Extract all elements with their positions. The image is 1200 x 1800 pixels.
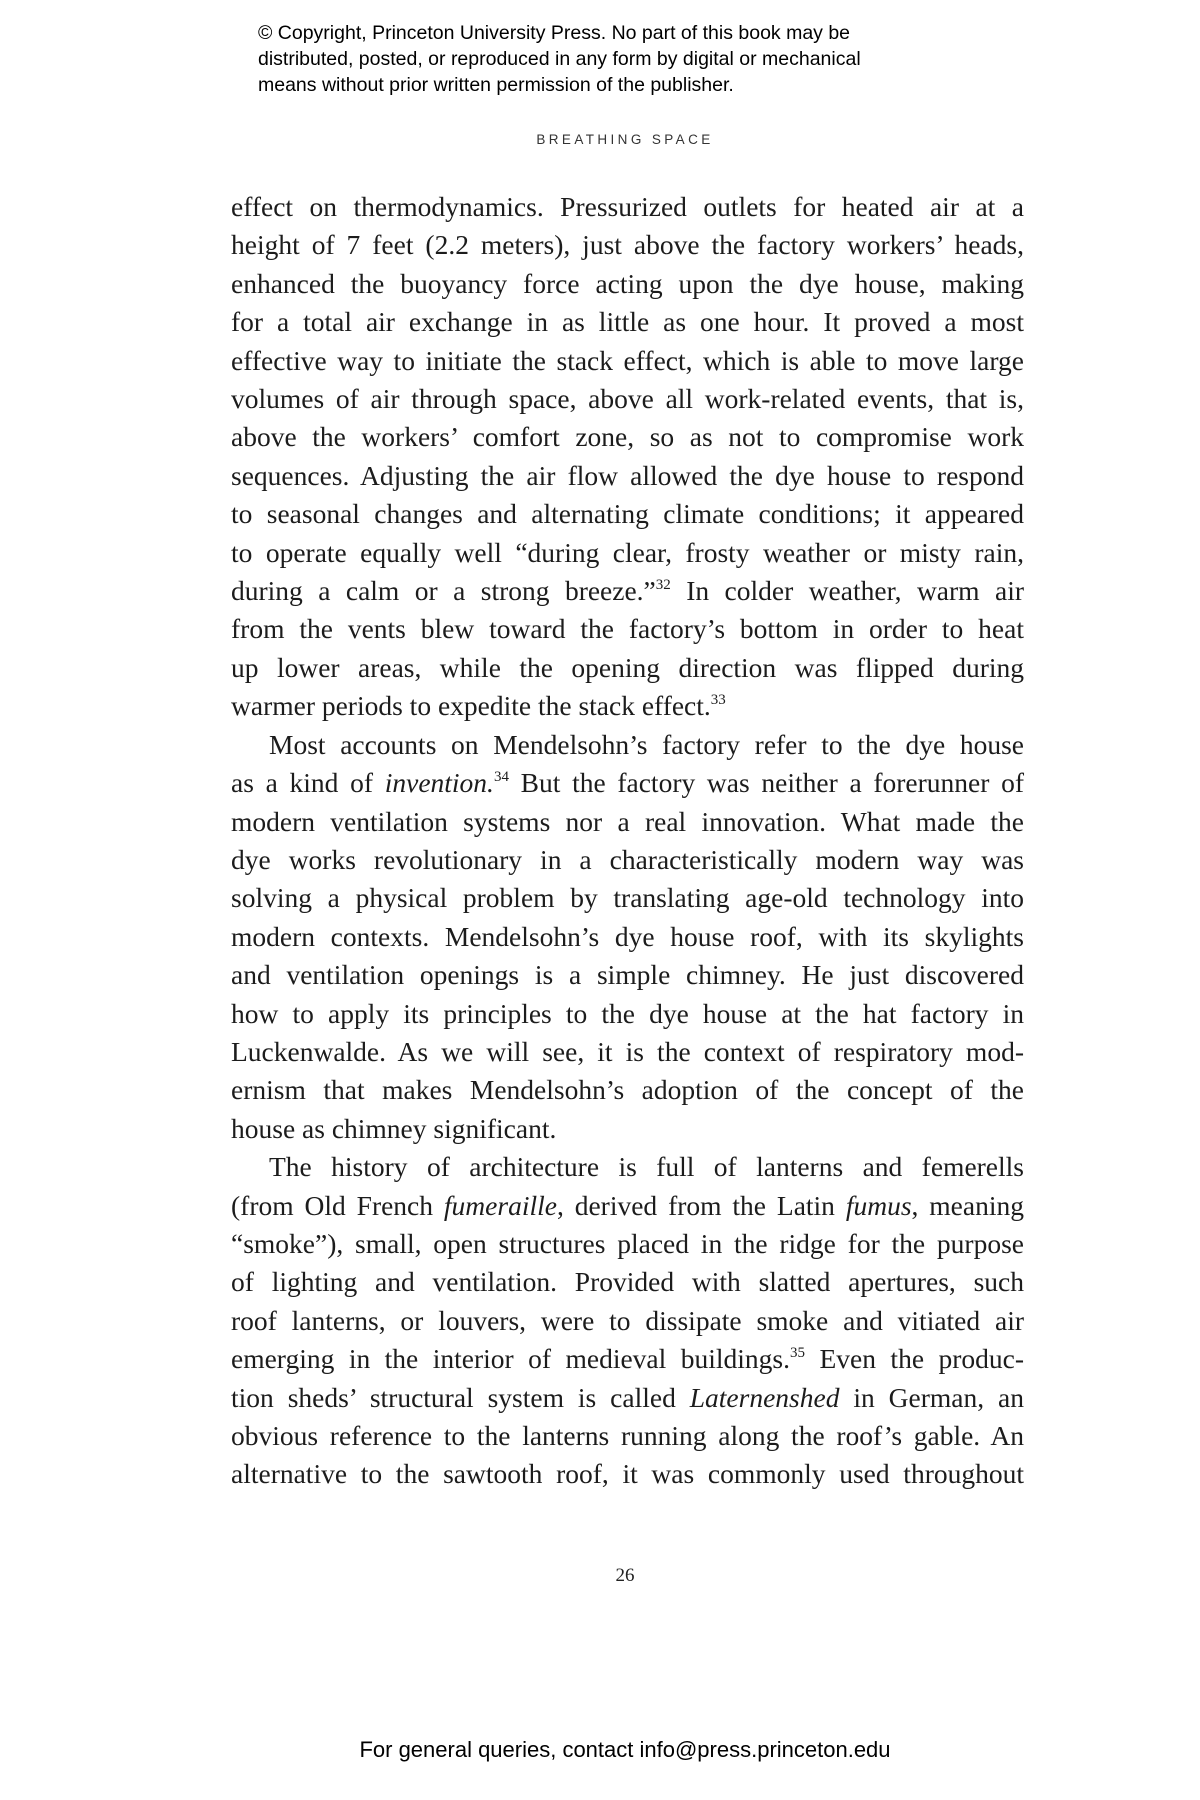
text-line: Luckenwalde. As we will see, it is the context of respiratory mod-	[231, 1035, 1024, 1067]
text-line: volumes of air through space, above all work-related events, that is,	[231, 383, 1024, 415]
footnote-ref-33[interactable]: 33	[710, 692, 726, 709]
text-line: dye works revolutionary in a characteristically modern way was	[231, 843, 1024, 875]
paragraph-2	[231, 726, 1024, 1148]
text-run: But the factory was neither a forerunner of	[508, 767, 1024, 799]
text-line	[231, 687, 1024, 725]
text-run: warmer periods to expedite the stack effect.	[231, 690, 711, 722]
text-line: from the vents blew toward the factory’s bottom in order to heat	[231, 613, 1024, 645]
copyright-line: distributed, posted, or reproduced in any form by digital or mechanical	[258, 48, 861, 70]
text-line: modern ventilation systems nor a real innovation. What made the	[231, 805, 1024, 837]
text-line	[231, 764, 1024, 802]
text-line: Most accounts on Mendelsohn’s factory refer to the dye house	[269, 728, 1024, 760]
paragraph-1	[231, 188, 1024, 726]
text-line: of lighting and ventilation. Provided with slatted apertures, such	[231, 1266, 1024, 1298]
text-run: emerging in the interior of medieval buildings.	[231, 1343, 790, 1375]
text-line	[231, 1187, 1024, 1225]
text-run: , meaning	[911, 1189, 1024, 1221]
text-line: for a total air exchange in as little as one hour. It proved a most	[231, 306, 1024, 338]
text-line: solving a physical problem by translating age-old technology into	[231, 882, 1024, 914]
text-line: alternative to the sawtooth roof, it was commonly used throughout	[231, 1458, 1024, 1490]
text-line: The history of architecture is full of lanterns and femerells	[269, 1151, 1024, 1183]
italic-term: Laternenshed	[689, 1381, 840, 1413]
text-run: In colder weather, warm air	[670, 575, 1024, 607]
page-number: 26	[615, 1565, 635, 1586]
italic-term: invention.	[384, 767, 494, 799]
text-run: , derived from the Latin	[556, 1189, 846, 1221]
text-line: enhanced the buoyancy force acting upon the dye house, making	[231, 267, 1024, 299]
footnote-ref-34[interactable]: 34	[493, 769, 509, 786]
text-line: modern contexts. Mendelsohn’s dye house roof, with its skylights	[231, 920, 1024, 952]
body-text	[231, 188, 1024, 1494]
text-line: to operate equally well “during clear, frosty weather or misty rain,	[231, 536, 1024, 568]
text-line: height of 7 feet (2.2 meters), just above the factory workers’ heads,	[231, 229, 1024, 261]
text-run: in German, an	[839, 1381, 1024, 1413]
text-line: sequences. Adjusting the air flow allowed the dye house to respond	[231, 459, 1024, 491]
footnote-ref-35[interactable]: 35	[790, 1345, 805, 1362]
text-line: effect on thermodynamics. Pressurized outlets for heated air at a	[231, 191, 1024, 222]
text-line: ernism that makes Mendelsohn’s adoption of the concept of the	[231, 1074, 1024, 1106]
text-line: roof lanterns, or louvers, were to dissipate smoke and vitiated air	[231, 1304, 1024, 1336]
footer-contact: For general queries, contact info@press.princeton.edu	[359, 1737, 891, 1762]
footnote-ref-32[interactable]: 32	[655, 577, 671, 594]
text-line: “smoke”), small, open structures placed in the ridge for the purpose	[231, 1227, 1024, 1259]
text-line: above the workers’ comfort zone, so as not to compromise work	[231, 421, 1024, 453]
text-run: tion sheds’ structural system is called	[231, 1381, 690, 1413]
text-line	[231, 1340, 1024, 1378]
copyright-line: © Copyright, Princeton University Press. No part of this book may be	[258, 22, 851, 44]
italic-term: fumeraille	[443, 1189, 557, 1221]
copyright-notice	[258, 20, 978, 98]
text-line: how to apply its principles to the dye house at the hat factory in	[231, 997, 1024, 1029]
text-line: up lower areas, while the opening direction was flipped during	[231, 651, 1024, 683]
text-line	[231, 1379, 1024, 1417]
text-run: as a kind of	[231, 767, 385, 799]
italic-term: fumus	[845, 1189, 912, 1221]
text-line: obvious reference to the lanterns running along the roof’s gable. An	[231, 1420, 1024, 1451]
text-run: during a calm or a strong breeze.”	[231, 575, 656, 607]
text-run: (from Old French	[231, 1189, 444, 1221]
paragraph-3	[231, 1148, 1024, 1494]
text-line: to seasonal changes and alternating climate conditions; it appeared	[231, 498, 1024, 530]
running-head: BREATHING SPACE	[536, 132, 714, 147]
text-line: and ventilation openings is a simple chimney. He just discovered	[231, 959, 1024, 991]
text-line: effective way to initiate the stack effect, which is able to move large	[231, 344, 1024, 376]
text-line	[231, 572, 1024, 610]
copyright-line: means without prior written permission of the publisher.	[258, 74, 734, 96]
text-run: Even the produc-	[805, 1343, 1025, 1375]
text-line: house as chimney significant.	[231, 1112, 557, 1144]
